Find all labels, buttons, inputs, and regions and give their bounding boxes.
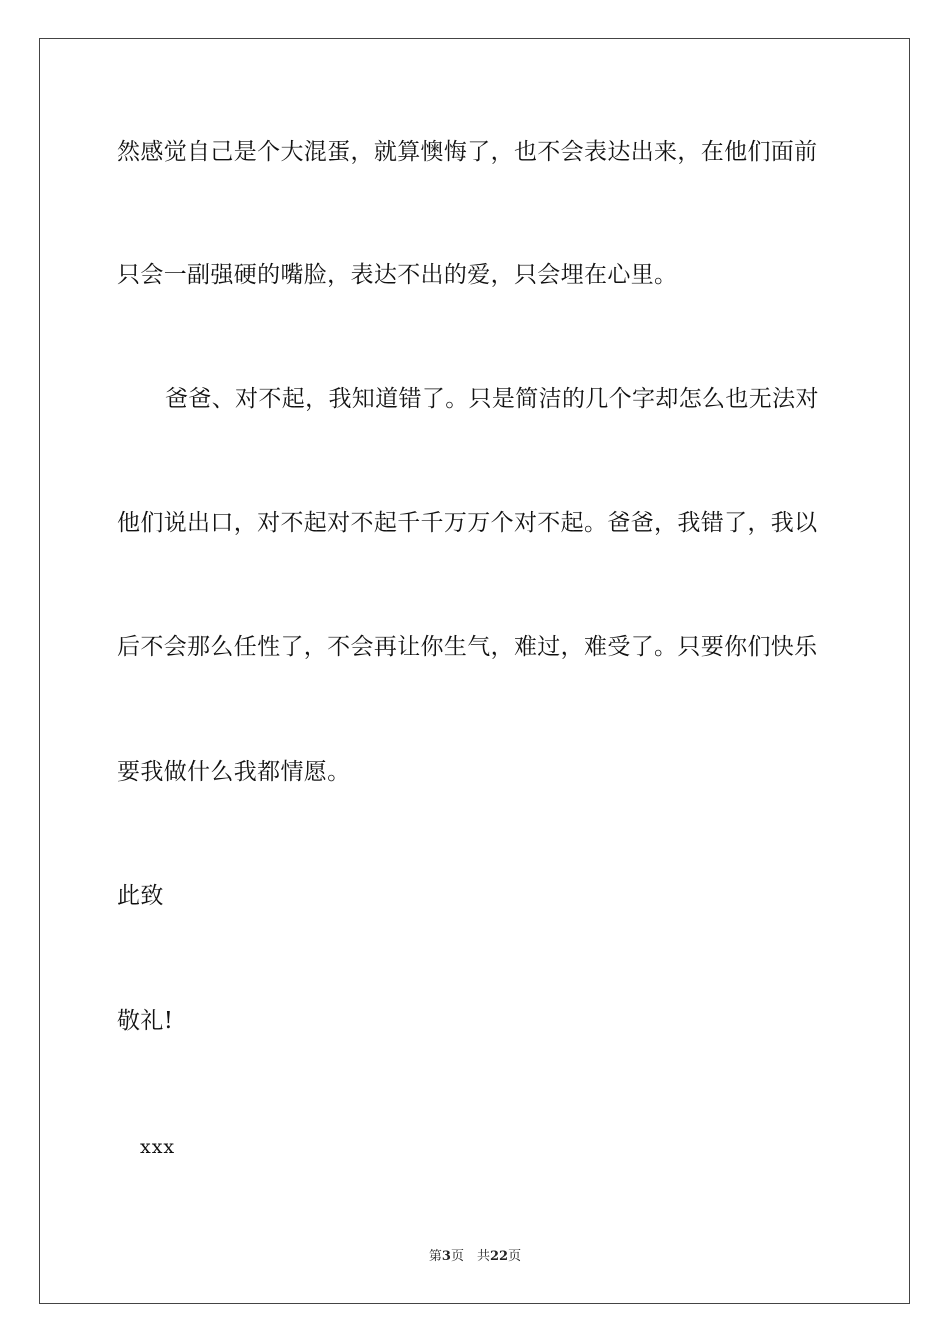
- body-line-2: 只会一副强硬的嘴脸，表达不出的爱，只会埋在心里。: [117, 262, 678, 288]
- body-line-6: 要我做什么我都情愿。: [117, 759, 351, 785]
- body-line-4: 他们说出口，对不起对不起千千万万个对不起。爸爸，我错了，我以: [117, 510, 818, 536]
- page-border: [39, 38, 910, 1304]
- closing-ci-zhi: 此致: [117, 883, 164, 909]
- signature: xxx: [140, 1136, 176, 1158]
- footer-suffix: 页: [508, 1249, 522, 1264]
- body-line-3: 爸爸、对不起，我知道错了。只是简洁的几个字却怎么也无法对: [165, 386, 819, 412]
- page-number-footer: [0, 1248, 950, 1266]
- closing-jing-li: 敬礼!: [117, 1008, 174, 1034]
- footer-mid: 页 共: [450, 1249, 490, 1264]
- body-line-1: 然感觉自己是个大混蛋，就算懊悔了，也不会表达出来，在他们面前: [117, 139, 818, 165]
- footer-total-pages: 22: [489, 1249, 509, 1264]
- footer-prefix: 第: [428, 1249, 442, 1264]
- footer-current-page: 3: [441, 1249, 451, 1264]
- body-line-5: 后不会那么任性了，不会再让你生气，难过，难受了。只要你们快乐: [117, 634, 818, 660]
